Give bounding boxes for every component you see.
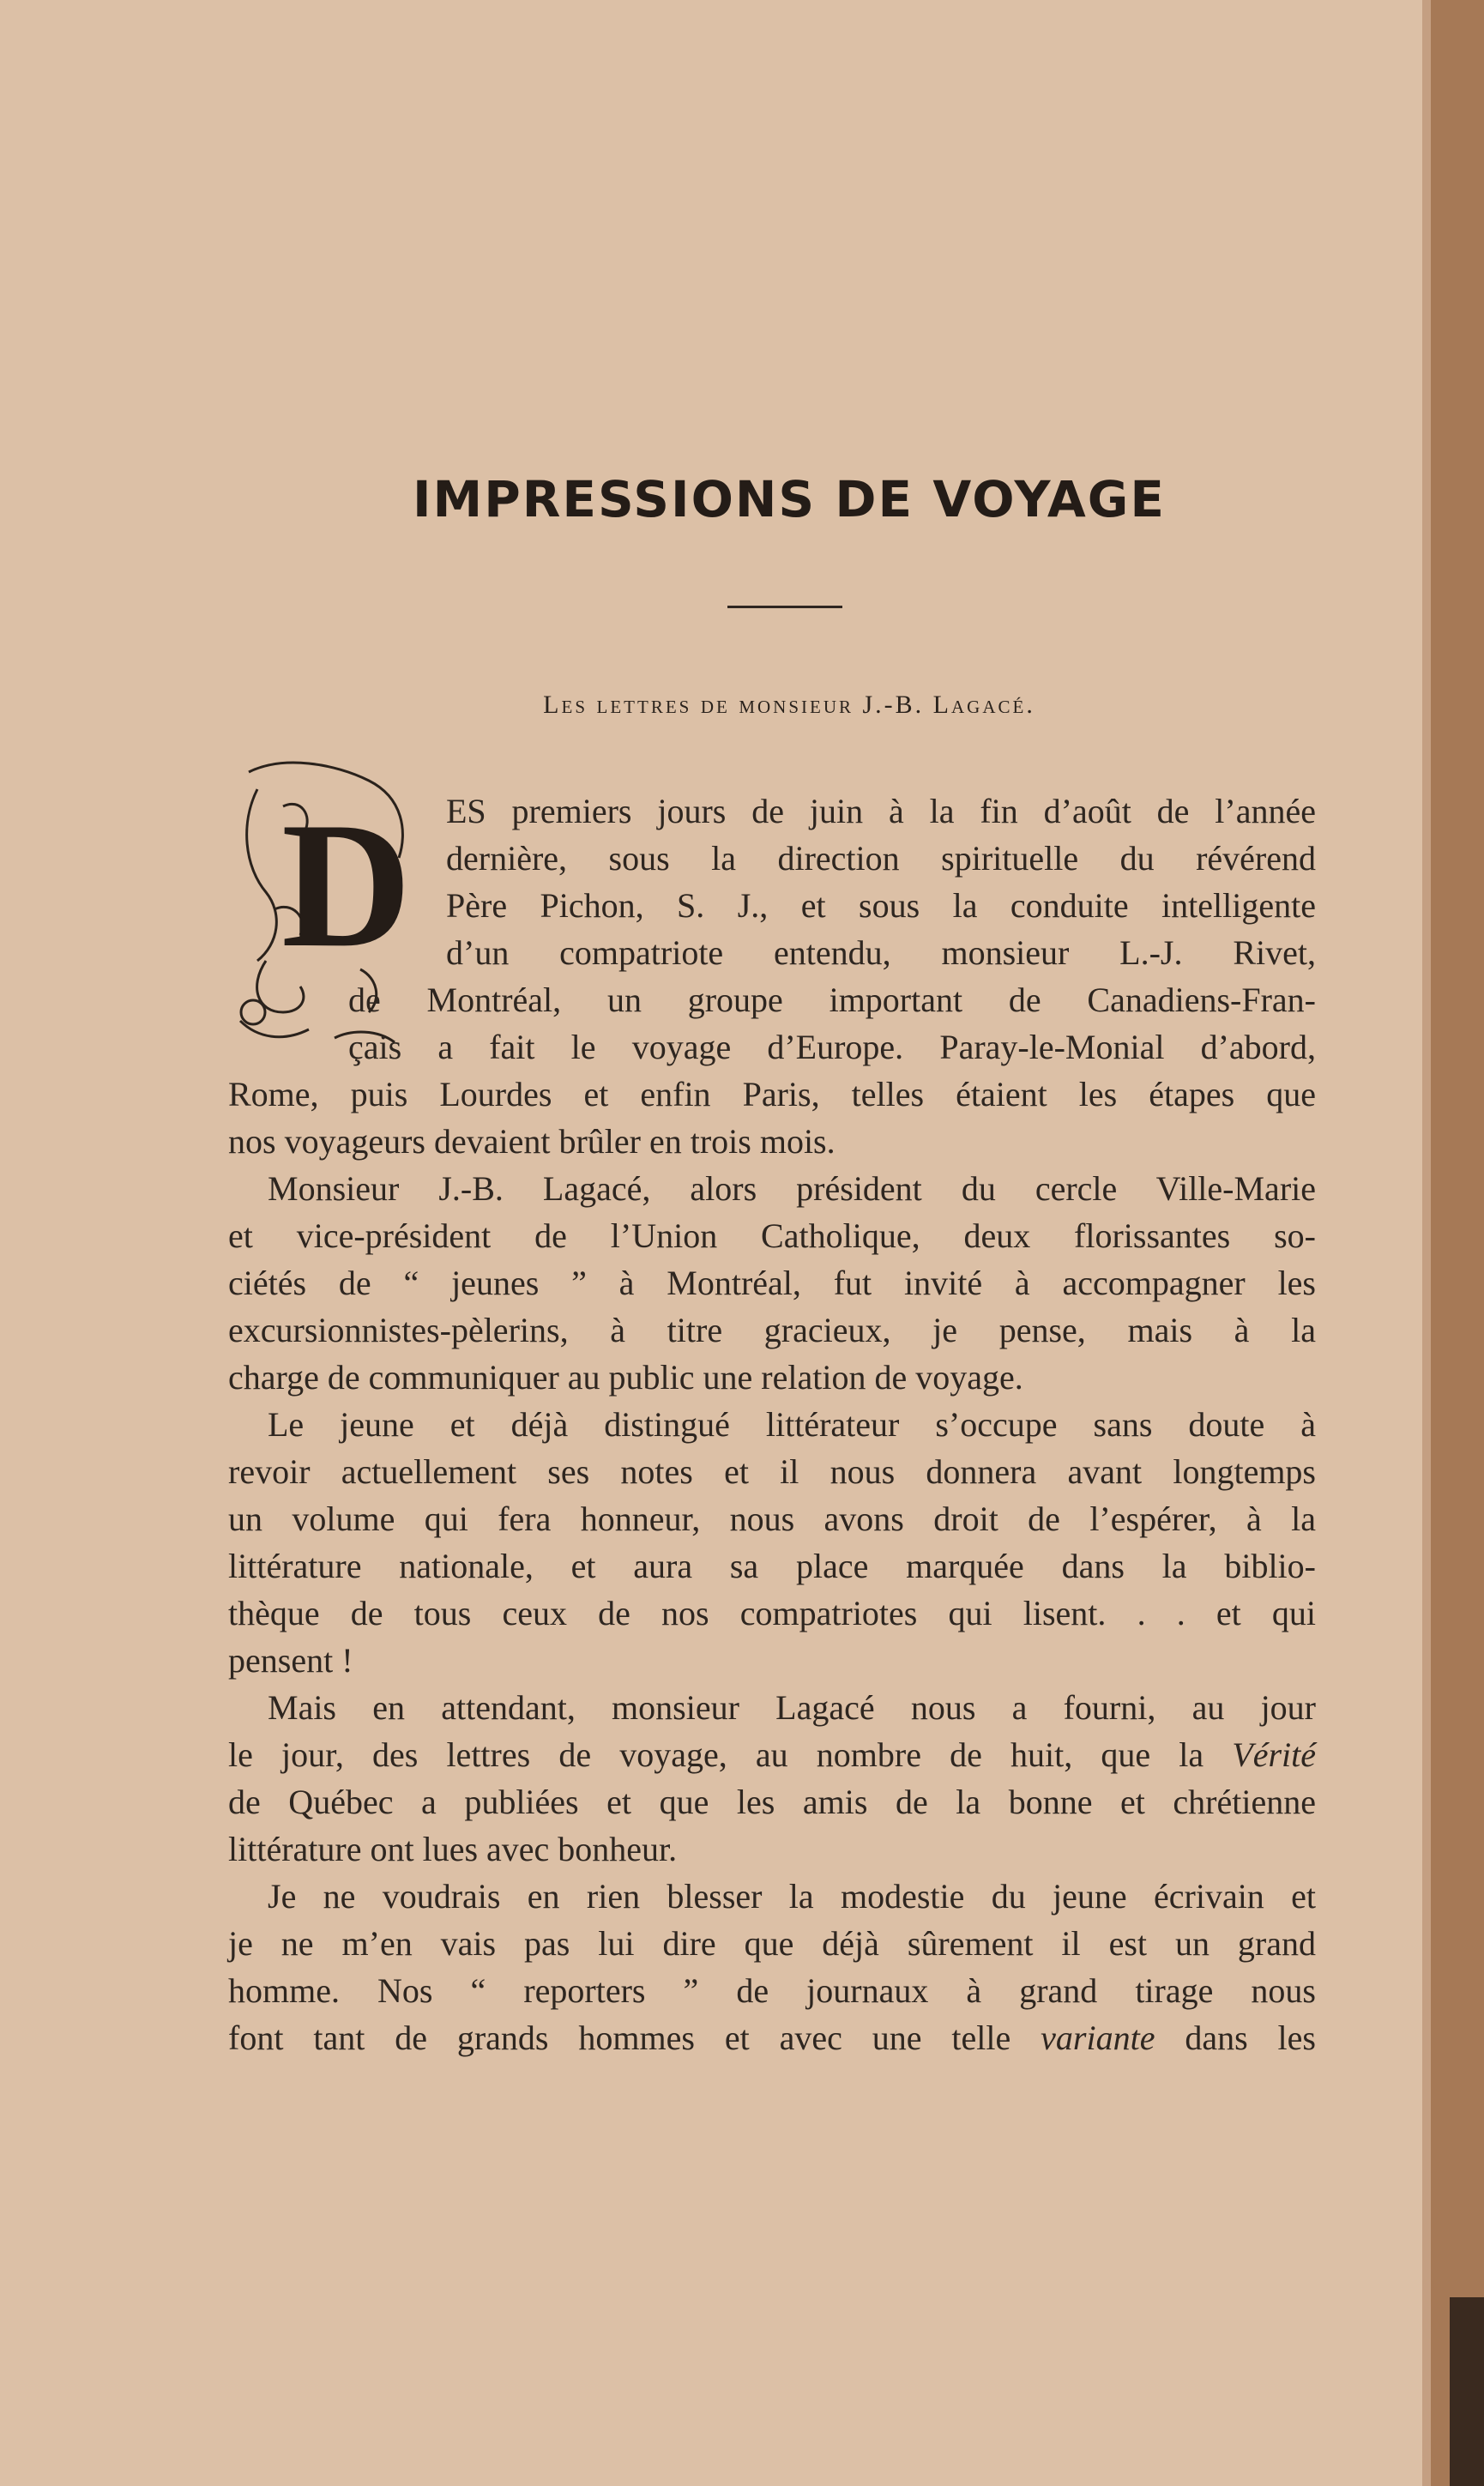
text-line: Monsieur J.-B. Lagacé, alors président du cercle Ville-Marie bbox=[268, 1169, 1316, 1208]
body-text bbox=[228, 787, 1316, 2061]
text-line: charge de communiquer au public une relation de voyage. bbox=[228, 1358, 1023, 1397]
text-line: d’un compatriote entendu, monsieur L.-J. Rivet, bbox=[446, 933, 1316, 972]
text-line: homme. Nos “ reporters ” de journaux à grand tirage nous bbox=[228, 1971, 1316, 2010]
text-line: littérature nationale, et aura sa place marquée dans la biblio- bbox=[228, 1547, 1316, 1585]
text-line: Mais en attendant, monsieur Lagacé nous a fourni, au jour bbox=[268, 1688, 1316, 1727]
text-fragment: le jour, des lettres de voyage, au nombre de huit, que la bbox=[228, 1735, 1233, 1774]
text-line: littérature ont lues avec bonheur. bbox=[228, 1830, 678, 1868]
text-line: de Montréal, un groupe important de Canadiens-Fran- bbox=[348, 981, 1316, 1019]
text-line: excursionnistes-pèlerins, à titre gracieux, je pense, mais à la bbox=[228, 1311, 1316, 1349]
text-line: çais a fait le voyage d’Europe. Paray-le-Monial d’abord, bbox=[348, 1028, 1316, 1066]
italic-word: variante bbox=[1041, 2018, 1155, 2057]
article-subtitle: Les lettres de monsieur J.-B. Lagacé. bbox=[543, 691, 1035, 719]
dropcap-letter: D bbox=[281, 786, 412, 985]
text-line: dernière, sous la direction spirituelle du révérend bbox=[446, 839, 1316, 878]
italic-title: Vérité bbox=[1232, 1735, 1316, 1774]
text-line: Le jeune et déjà distingué littérateur s’occupe sans doute à bbox=[268, 1405, 1316, 1444]
text-line: revoir actuellement ses notes et il nous donnera avant longtemps bbox=[228, 1452, 1316, 1491]
text-line: ES premiers jours de juin à la fin d’août de l’année bbox=[446, 792, 1316, 830]
text-line: pensent ! bbox=[228, 1641, 353, 1680]
text-fragment: dans les bbox=[1155, 2018, 1316, 2057]
text-line: Rome, puis Lourdes et enfin Paris, telles étaient les étapes que bbox=[228, 1075, 1316, 1113]
text-line: ciétés de “ jeunes ” à Montréal, fut invité à accompagner les bbox=[228, 1264, 1316, 1302]
text-line: un volume qui fera honneur, nous avons droit de l’espérer, à la bbox=[228, 1499, 1316, 1538]
text-line: thèque de tous ceux de nos compatriotes qui lisent. . . et qui bbox=[228, 1594, 1316, 1632]
book-spine bbox=[1431, 0, 1484, 2486]
text-line: je ne m’en vais pas lui dire que déjà sûrement il est un grand bbox=[228, 1924, 1316, 1963]
text-line: Père Pichon, S. J., et sous la conduite intelligente bbox=[446, 886, 1316, 925]
text-line: Je ne voudrais en rien blesser la modestie du jeune écrivain et bbox=[268, 1877, 1316, 1916]
text-line: de Québec a publiées et que les amis de la bonne et chrétienne bbox=[228, 1783, 1316, 1821]
text-line: et vice-président de l’Union Catholique, deux florissantes so- bbox=[228, 1216, 1316, 1255]
text-line bbox=[228, 1731, 1316, 1778]
text-line bbox=[228, 2014, 1316, 2061]
page-title: IMPRESSIONS DE VOYAGE bbox=[412, 470, 1167, 528]
spine-shadow bbox=[1450, 2297, 1484, 2486]
text-fragment: font tant de grands hommes et avec une telle bbox=[228, 2018, 1041, 2057]
title-rule bbox=[727, 606, 842, 608]
page-edge bbox=[1422, 0, 1431, 2486]
text-line: nos voyageurs devaient brûler en trois mois. bbox=[228, 1122, 836, 1161]
